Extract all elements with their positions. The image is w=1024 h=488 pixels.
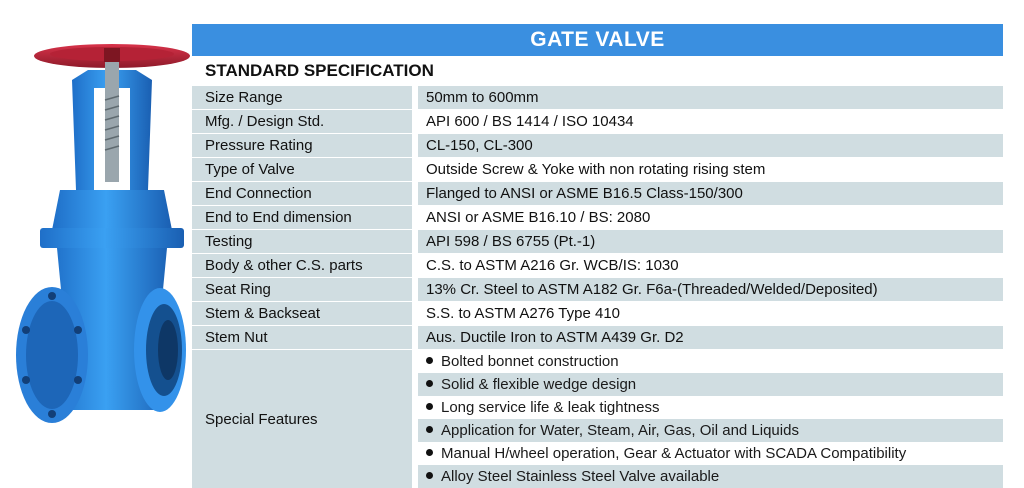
list-item: Long service life & leak tightness <box>418 396 1003 419</box>
spec-value: CL-150, CL-300 <box>418 134 1003 157</box>
spec-row-pressure-rating <box>192 134 1003 157</box>
bullet-icon <box>426 380 433 387</box>
spec-value: C.S. to ASTM A216 Gr. WCB/IS: 1030 <box>418 254 1003 277</box>
bullet-icon <box>426 357 433 364</box>
spec-row-stem-nut <box>192 326 1003 349</box>
bullet-icon <box>426 449 433 456</box>
gate-valve-image <box>12 40 190 460</box>
spec-value: API 600 / BS 1414 / ISO 10434 <box>418 110 1003 133</box>
spec-value: 13% Cr. Steel to ASTM A182 Gr. F6a-(Threaded/Welded/Deposited) <box>418 278 1003 301</box>
list-item: Bolted bonnet construction <box>418 350 1003 373</box>
special-features-label: Special Features <box>192 350 412 488</box>
page-title: GATE VALVE <box>530 28 665 51</box>
spec-table <box>192 86 1003 488</box>
spec-label: Testing <box>192 230 412 253</box>
spec-row-end-to-end <box>192 206 1003 229</box>
spec-row-body-parts <box>192 254 1003 277</box>
features-list <box>418 350 1003 488</box>
bullet-icon <box>426 426 433 433</box>
spec-label: Stem Nut <box>192 326 412 349</box>
spec-row-testing <box>192 230 1003 253</box>
spec-row-seat-ring <box>192 278 1003 301</box>
bullet-icon <box>426 403 433 410</box>
spec-value: Outside Screw & Yoke with non rotating rising stem <box>418 158 1003 181</box>
spec-value: API 598 / BS 6755 (Pt.-1) <box>418 230 1003 253</box>
spec-label: Mfg. / Design Std. <box>192 110 412 133</box>
list-item: Solid & flexible wedge design <box>418 373 1003 396</box>
spec-value: Aus. Ductile Iron to ASTM A439 Gr. D2 <box>418 326 1003 349</box>
spec-row-type-of-valve <box>192 158 1003 181</box>
section-heading: STANDARD SPECIFICATION <box>205 61 434 80</box>
list-item: Alloy Steel Stainless Steel Valve available <box>418 465 1003 488</box>
spec-label: End Connection <box>192 182 412 205</box>
title-bar <box>192 24 1003 56</box>
spec-value: Flanged to ANSI or ASME B16.5 Class-150/300 <box>418 182 1003 205</box>
spec-row-stem-backseat <box>192 302 1003 325</box>
spec-label: Seat Ring <box>192 278 412 301</box>
spec-label: Pressure Rating <box>192 134 412 157</box>
special-features-row <box>192 350 1003 488</box>
spec-label: End to End dimension <box>192 206 412 229</box>
spec-value: 50mm to 600mm <box>418 86 1003 109</box>
spec-label: Stem & Backseat <box>192 302 412 325</box>
spec-label: Size Range <box>192 86 412 109</box>
spec-value: ANSI or ASME B16.10 / BS: 2080 <box>418 206 1003 229</box>
bullet-icon <box>426 472 433 479</box>
spec-label: Body & other C.S. parts <box>192 254 412 277</box>
spec-row-design-std <box>192 110 1003 133</box>
list-item: Application for Water, Steam, Air, Gas, Oil and Liquids <box>418 419 1003 442</box>
spec-row-end-connection <box>192 182 1003 205</box>
spec-label: Type of Valve <box>192 158 412 181</box>
list-item: Manual H/wheel operation, Gear & Actuator with SCADA Compatibility <box>418 442 1003 465</box>
spec-row-size-range <box>192 86 1003 109</box>
spec-value: S.S. to ASTM A276 Type 410 <box>418 302 1003 325</box>
